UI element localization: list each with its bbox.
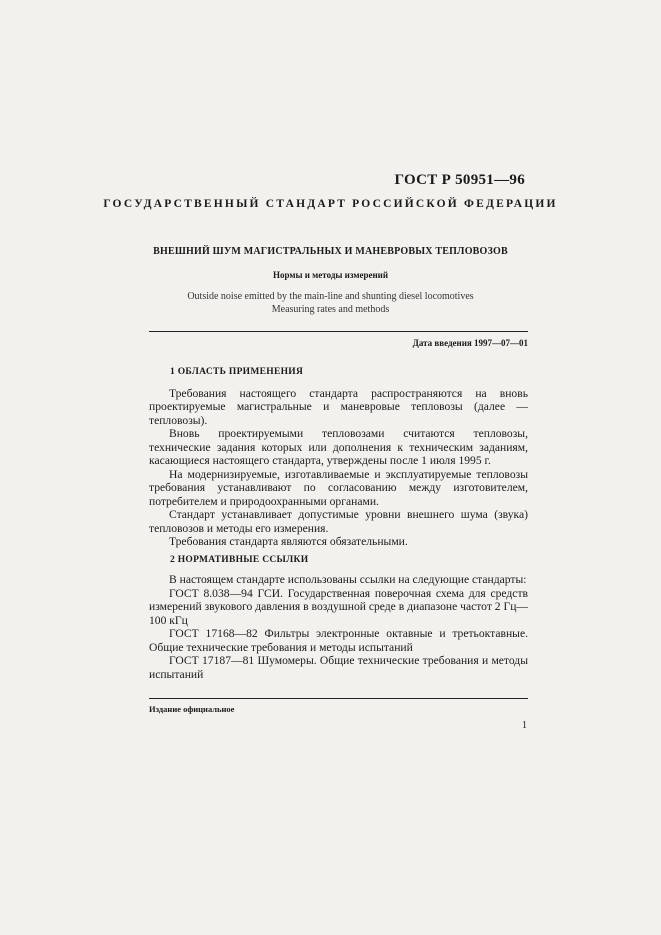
paragraph: На модернизируемые, изготавливаемые и эксплуатируемые тепловозы требования устанавливают по согласованию между изготовителем, потребителем и природоохранными органами.: [149, 467, 528, 508]
reference-item: ГОСТ 17168—82 Фильтры электронные октавные и третьоктавные. Общие технические требования и методы испытаний: [149, 627, 528, 654]
section-heading: 1 ОБЛАСТЬ ПРИМЕНЕНИЯ: [170, 367, 304, 377]
title-divider: [149, 331, 528, 332]
paragraph: В настоящем стандарте использованы ссылки на следующие стандарты:: [169, 573, 527, 586]
page-number: 1: [522, 720, 527, 731]
document-number: ГОСТ Р 50951—96: [394, 172, 525, 188]
document-title: ВНЕШНИЙ ШУМ МАГИСТРАЛЬНЫХ И МАНЕВРОВЫХ ТЕПЛОВОЗОВ: [153, 246, 508, 257]
english-title-line-1: Outside noise emitted by the main-line and shunting diesel locomotives: [187, 291, 474, 302]
paragraph: Стандарт устанавливает допустимые уровни внешнего шума (звука) тепловозов и методы его измерения.: [149, 508, 528, 535]
footer-divider: [149, 698, 528, 699]
document-subtitle: Нормы и методы измерений: [272, 270, 389, 280]
paragraph: Требования стандарта являются обязательными.: [169, 535, 408, 548]
edition-label: Издание официальное: [149, 704, 235, 714]
english-title-line-2: Measuring rates and methods: [271, 304, 390, 315]
section-heading: 2 НОРМАТИВНЫЕ ССЫЛКИ: [170, 554, 309, 565]
introduction-date: Дата введения 1997—07—01: [412, 338, 528, 348]
reference-item: ГОСТ 17187—81 Шумомеры. Общие технические требования и методы испытаний: [149, 654, 528, 681]
document-body: [149, 366, 528, 681]
english-title: [0, 290, 661, 316]
paragraph: Вновь проектируемыми тепловозами считаются тепловозы, технические задания которых или дополнения к техническим заданиям, касающиеся настоящего стандарта, утверждены после 1 июля 1995 г.: [149, 427, 528, 467]
state-standard-heading: ГОСУДАРСТВЕННЫЙ СТАНДАРТ РОССИЙСКОЙ ФЕДЕРАЦИИ: [103, 198, 558, 210]
reference-item: ГОСТ 8.038—94 ГСИ. Государственная поверочная схема для средств измерений звукового давления в воздушной среде в диапазоне частот 2 Гц—100 кГц: [149, 586, 528, 627]
paragraph: Требования настоящего стандарта распространяются на вновь проектируемые магистральные и маневровые тепловозы (далее — тепловозы).: [149, 386, 528, 427]
